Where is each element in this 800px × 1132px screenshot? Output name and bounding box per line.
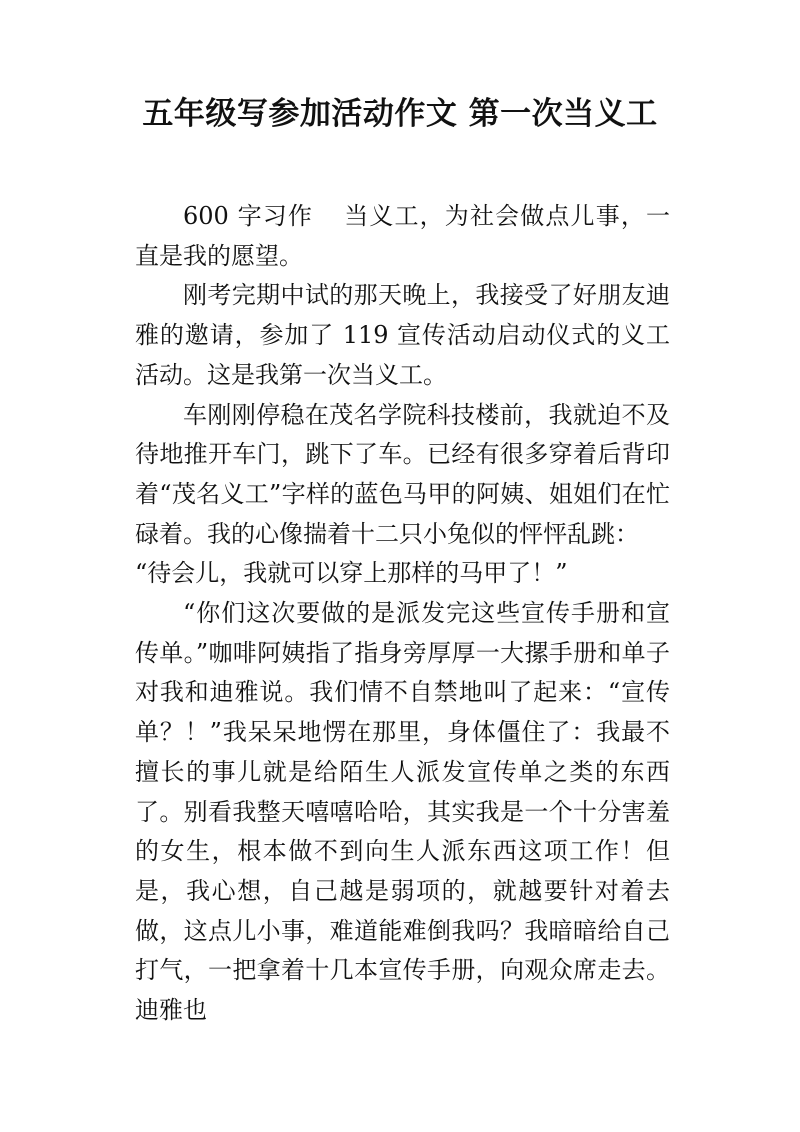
paragraph-1: 刚考完期中试的那天晚上，我接受了好朋友迪雅的邀请，参加了 119 宣传活动启动仪式的义工活动。这是我第一次当义工。 — [135, 281, 670, 389]
document-body — [135, 197, 670, 1031]
intro-rest: 当义工，为社会做点儿事，一直是我的愿望。 — [135, 202, 671, 270]
document-title: 五年级写参加活动作文 第一次当义工 — [142, 96, 658, 132]
paragraph-3: “待会儿，我就可以穿上那样的马甲了！” — [135, 559, 568, 588]
paragraph-intro — [135, 197, 670, 276]
paragraph-2: 车刚刚停稳在茂名学院科技楼前，我就迫不及待地推开车门，跳下了车。已经有很多穿着后背印着“茂名义工”字样的蓝色马甲的阿姨、姐姐们在忙碌着。我的心像揣着十二只小兔似的怦怦乱跳： — [135, 400, 670, 548]
paragraph-4: “你们这次要做的是派发完这些宣传手册和宣传单。”咖啡阿姨指了指身旁厚厚一大摞手册和单子对我和迪雅说。我们情不自禁地叫了起来：“宣传单？！”我呆呆地愣在那里，身体僵住了：我最不擅长的事儿就是给陌生人派发宣传单之类的东西了。别看我整天嘻嘻哈哈，其实我是一个十分害羞的女生，根本做不到向生人派东西这项工作！但是，我心想，自己越是弱项的，就越要针对着去做，这点儿小事，难道能难倒我吗？我暗暗给自己打气，一把拿着十几本宣传手册，向观众席走去。迪雅也 — [135, 599, 670, 1025]
intro-prefix: 600 字习作 — [183, 202, 314, 230]
